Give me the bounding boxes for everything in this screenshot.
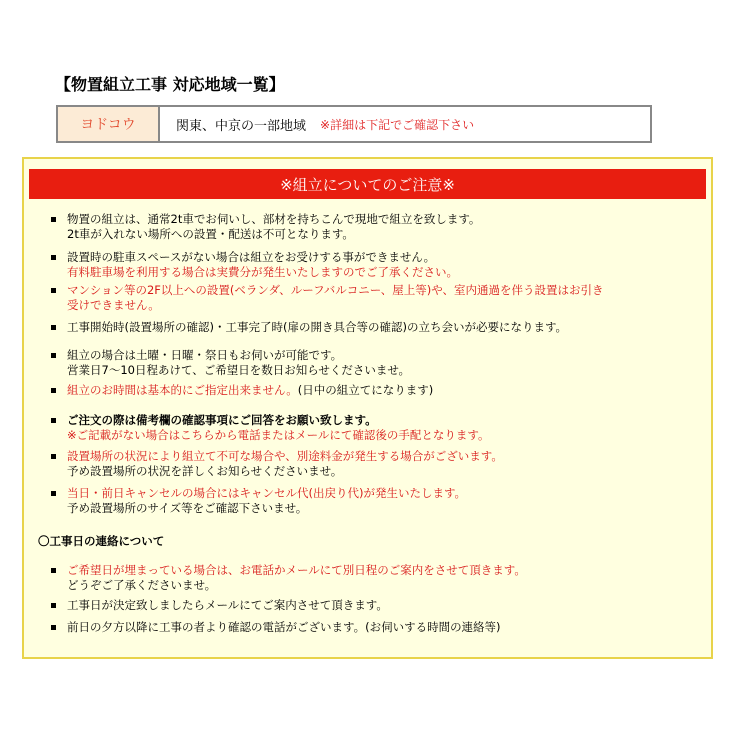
section-item (51, 620, 701, 636)
area-value-cell (160, 107, 650, 141)
notice-item-line-red: 有料駐車場を利用する場合は実費分が発生いたしますのでご了承ください。 (67, 265, 458, 279)
notice-item-line: 組立の場合は土曜・日曜・祭日もお伺いが可能です。 (67, 348, 343, 362)
notice-item-line: 2t車が入れない場所への設置・配送は不可となります。 (67, 227, 354, 241)
notice-item (51, 449, 701, 481)
bullet-icon (51, 454, 56, 459)
section-item (51, 563, 701, 595)
notice-item-line-red: マンション等の2F以上への設置(ベランダ、ルーフバルコニー、屋上等)や、室内通過を伴う設置はお引き (67, 283, 604, 297)
notice-item-line: 予め設置場所の状況を詳しくお知らせくださいませ。 (67, 464, 343, 478)
notice-item-line-red: ※ご記載がない場合はこちらから電話またはメールにて確認後の手配となります。 (67, 428, 490, 442)
page-title: 【物置組立工事 対応地域一覧】 (55, 75, 285, 94)
notice-title: ※組立についてのご注意※ (29, 169, 706, 199)
section-title: 〇工事日の連絡について (38, 534, 165, 548)
bullet-icon (51, 603, 56, 608)
notice-item-line: 工事開始時(設置場所の確認)・工事完了時(扉の開き具合等の確認)の立ち会いが必要になります。 (67, 320, 568, 334)
bullet-icon (51, 568, 56, 573)
notice-item-line: 設置時の駐車スペースがない場合は組立をお受けする事ができません。 (67, 250, 436, 264)
notice-item-line: 営業日7～10日程あけて、ご希望日を数日お知らせくださいませ。 (67, 363, 411, 377)
notice-item (51, 383, 701, 399)
bullet-icon (51, 625, 56, 630)
section-item-line-red: ご希望日が埋まっている場合は、お電話かメールにて別日程のご案内をさせて頂きます。 (67, 563, 526, 577)
notice-item-line-red: 受けできません。 (67, 298, 160, 312)
notice-item (51, 212, 701, 244)
notice-item-line-red: 組立のお時間は基本的にご指定出来ません。 (67, 383, 298, 397)
bullet-icon (51, 217, 56, 222)
notice-box (22, 157, 713, 659)
section-item-line: 工事日が決定致しましたらメールにてご案内させて頂きます。 (67, 598, 388, 612)
section-item-line: どうぞご了承くださいませ。 (67, 578, 217, 592)
notice-item-line: 物置の組立は、通常2t車でお伺いし、部材を持ちこんで現地で組立を致します。 (67, 212, 481, 226)
bullet-icon (51, 388, 56, 393)
area-value: 関東、中京の一部地域 (176, 118, 307, 134)
section-item-line: 前日の夕方以降に工事の者より確認の電話がございます。(お伺いする時間の連絡等) (67, 620, 501, 634)
bullet-icon (51, 325, 56, 330)
notice-item-line-red: 設置場所の状況により組立て不可な場合や、別途料金が発生する場合がございます。 (67, 449, 503, 463)
notice-body (24, 159, 711, 657)
bullet-icon (51, 288, 56, 293)
notice-item-line: 予め設置場所のサイズ等をご確認下さいませ。 (67, 501, 308, 515)
notice-item (51, 413, 701, 445)
bullet-icon (51, 353, 56, 358)
area-brand-label: ヨドコウ (58, 107, 160, 141)
bullet-icon (51, 491, 56, 496)
area-table (56, 105, 652, 143)
notice-item (51, 250, 701, 282)
bullet-icon (51, 255, 56, 260)
notice-item (51, 486, 701, 518)
notice-item-line-bold: ご注文の際は備考欄の確認事項にご回答をお願い致します。 (67, 413, 377, 427)
notice-item-tail: (日中の組立てになります) (297, 383, 434, 397)
notice-item (51, 320, 701, 336)
notice-item (51, 348, 701, 380)
notice-item (51, 283, 701, 315)
section-item (51, 598, 701, 614)
area-note: ※詳細は下記でご確認下さい (320, 117, 475, 132)
bullet-icon (51, 418, 56, 423)
notice-item-line-red: 当日・前日キャンセルの場合にはキャンセル代(出戻り代)が発生いたします。 (67, 486, 467, 500)
